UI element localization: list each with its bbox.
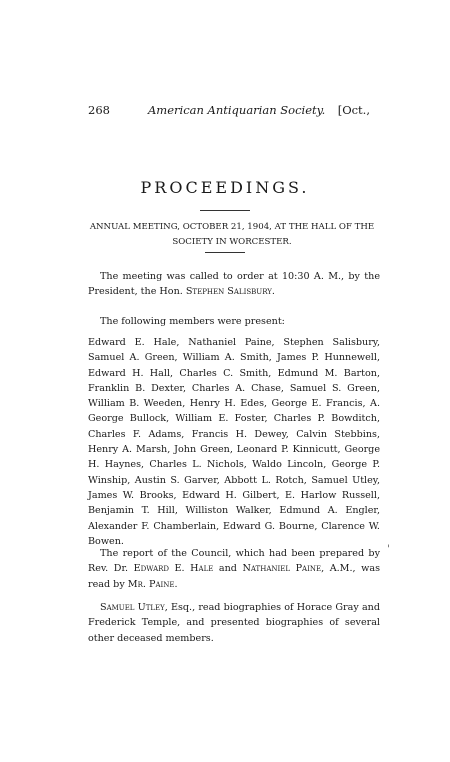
report-author-2: Nathaniel Paine xyxy=(242,563,322,575)
members-intro: The following members were present: xyxy=(100,316,285,327)
biographies-paragraph xyxy=(88,600,380,646)
heading-rule xyxy=(205,252,245,253)
opening-end: . xyxy=(271,286,275,298)
biographies-author: Samuel Utley xyxy=(100,602,165,613)
report-text-2: and xyxy=(213,563,243,575)
president-name: Stephen Salisbury xyxy=(185,286,272,298)
meeting-heading-line-1: ANNUAL MEETING, OCTOBER 21, 1904, AT THE HALL OF THE xyxy=(89,222,375,232)
margin-mark: ' xyxy=(387,544,390,555)
report-text-1: The report of the Council, which had been prepared by Rev. Dr. xyxy=(88,548,380,575)
report-author-1: Edward E. Hale xyxy=(133,563,214,575)
running-month: [Oct., xyxy=(337,103,370,117)
council-report-paragraph xyxy=(88,546,380,592)
report-text-4: . xyxy=(174,578,178,590)
opening-text: The meeting was called to order at 10:30 A. M., by the President, the Hon. xyxy=(88,271,380,298)
title-rule xyxy=(200,210,250,211)
biographies-text: , Esq., read biographies of Horace Gray and Frederick Temple, and presented biographies of several other deceased members. xyxy=(88,602,380,644)
page-title: PROCEEDINGS. xyxy=(140,178,310,197)
running-header xyxy=(88,103,370,123)
report-text-3: , A.M., was read by xyxy=(88,563,380,590)
meeting-heading xyxy=(88,220,376,250)
members-list: Edward E. Hale, Nathaniel Paine, Stephen Salisbury, Samuel A. Green, William A. Smith, James P. Hunnewell, Edward H. Hall, Charles C. Smith, Edmund M. Barton, Franklin B. Dexter, Charles A. Chase, Samuel S. Green, William B. Weeden, Henry H. Edes, George E. Francis, A. George Bullock, William E. Foster, Charles P. Bowditch, Charles F. Adams, Francis H. Dewey, Calvin Stebbins, Henry A. Marsh, John Green, Leonard P. Kinnicutt, George H. Haynes, Charles L. Nichols, Waldo Lincoln, George P. Winship, Austin S. Garver, Abbott L. Rotch, Samuel Utley, James W. Brooks, Edward H. Gilbert, E. Harlow Russell, Benjamin T. Hill, Williston Walker, Edmund A. Engler, Alexander F. Chamberlain, Edward G. Bourne, Clarence W. Bowen. xyxy=(88,337,380,547)
report-reader: Mr. Paine xyxy=(127,578,175,590)
meeting-heading-line-2: SOCIETY IN WORCESTER. xyxy=(172,237,292,247)
page-number: 268 xyxy=(88,103,110,117)
opening-paragraph xyxy=(88,269,380,300)
running-title: American Antiquarian Society. xyxy=(148,103,326,117)
